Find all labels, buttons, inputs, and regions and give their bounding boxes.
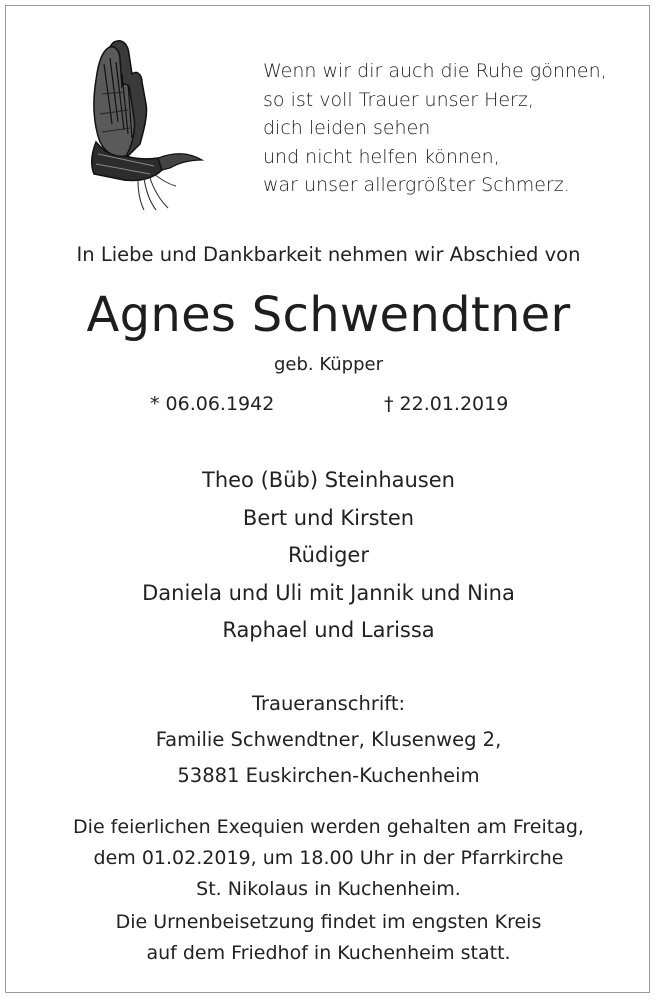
family-member: Rüdiger	[287, 543, 369, 567]
poem-line: war unser allergrößter Schmerz.	[263, 174, 570, 196]
family-member: Theo (Büb) Steinhausen	[202, 468, 455, 492]
address-label: Traueranschrift:	[251, 692, 406, 715]
service-info	[0, 812, 657, 905]
poem-line: so ist voll Trauer unser Herz,	[263, 88, 534, 111]
intro-text: In Liebe und Dankbarkeit nehmen wir Abschied von	[76, 243, 581, 266]
family-list	[0, 462, 657, 650]
address-line: 53881 Euskirchen-Kuchenheim	[177, 764, 480, 787]
family-member: Daniela und Uli mit Jannik und Nina	[142, 580, 515, 605]
address-line: Familie Schwendtner, Klusenweg 2,	[155, 728, 502, 751]
poem-line: Wenn wir dir auch die Ruhe gönnen,	[263, 60, 607, 82]
poem	[263, 57, 633, 200]
poem-line: dich leiden sehen	[263, 117, 431, 139]
death-date: † 22.01.2019	[384, 393, 509, 415]
family-member: Bert und Kirsten	[242, 505, 415, 530]
service-line: dem 01.02.2019, um 18.00 Uhr in der Pfarrkirche	[93, 847, 564, 869]
birth-name: geb. Küpper	[273, 354, 383, 375]
service-line: St. Nikolaus in Kuchenheim.	[196, 878, 461, 900]
family-member: Raphael und Larissa	[222, 618, 435, 642]
urn-line: auf dem Friedhof in Kuchenheim statt.	[146, 942, 511, 964]
birth-date: * 06.06.1942	[150, 393, 275, 415]
urn-line: Die Urnenbeisetzung findet im engsten Kreis	[115, 911, 542, 933]
urn-burial-info	[0, 907, 657, 969]
mourning-address	[0, 686, 657, 794]
deceased-name: Agnes Schwendtner	[86, 287, 571, 343]
poem-line: und nicht helfen können,	[263, 145, 500, 168]
praying-hands-icon	[84, 34, 210, 214]
service-line: Die feierlichen Exequien werden gehalten am Freitag,	[73, 816, 584, 838]
